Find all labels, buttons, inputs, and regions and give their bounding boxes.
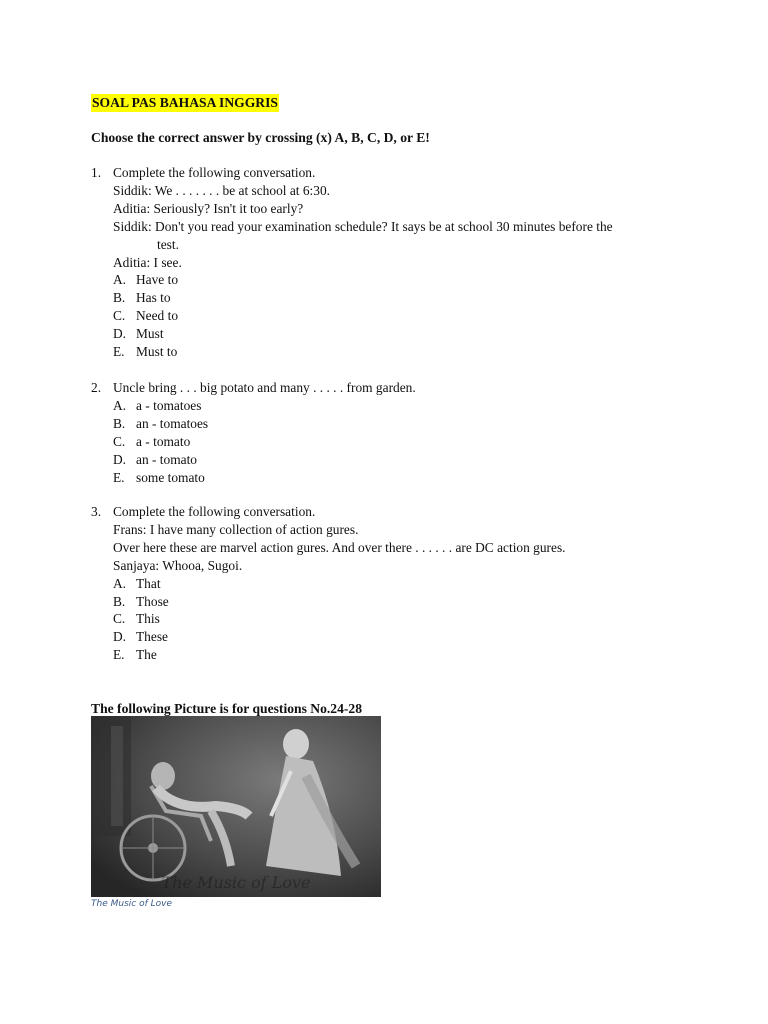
option-letter: E. <box>113 344 125 360</box>
option-text: Has to <box>136 290 171 306</box>
answer-option-a[interactable] <box>91 397 688 415</box>
answer-option-e[interactable] <box>91 646 688 664</box>
option-letter: E. <box>113 647 125 663</box>
dialogue-line: test. <box>157 236 179 252</box>
option-text: Must <box>136 326 164 342</box>
answer-option-b[interactable] <box>91 593 688 611</box>
option-text: These <box>136 629 168 645</box>
option-letter: B. <box>113 290 126 306</box>
photo-illustration <box>91 716 381 897</box>
option-letter: B. <box>113 415 126 431</box>
answer-option-c[interactable] <box>91 610 688 628</box>
answer-option-e[interactable] <box>91 343 688 361</box>
dialogue-line: Aditia: I see. <box>113 254 182 270</box>
option-letter: C. <box>113 433 126 449</box>
question-number: 3. <box>91 504 102 519</box>
answer-option-d[interactable] <box>91 451 688 469</box>
option-text: Have to <box>136 272 179 288</box>
question-2 <box>91 379 688 486</box>
answer-option-c[interactable] <box>91 307 688 325</box>
option-text: This <box>136 611 160 627</box>
dialogue-line: Siddik: Don't you read your examination schedule? It says be at school 30 minutes before the <box>113 218 613 234</box>
option-text: Need to <box>136 308 179 324</box>
answer-option-e[interactable] <box>91 469 688 487</box>
answer-option-b[interactable] <box>91 415 688 433</box>
option-text: a - tomato <box>136 433 191 449</box>
answer-option-a[interactable] <box>91 271 688 289</box>
option-letter: A. <box>113 397 127 413</box>
dialogue-line: Frans: I have many collection of action gures. <box>113 521 359 537</box>
dialogue-line: Over here these are marvel action gures. And over there . . . . . . are DC action gures. <box>113 539 566 555</box>
instruction: Choose the correct answer by crossing (x) A, B, C, D, or E! <box>91 130 430 145</box>
option-letter: D. <box>113 451 127 467</box>
music-of-love-picture <box>91 716 381 897</box>
answer-option-c[interactable] <box>91 433 688 451</box>
answer-option-a[interactable] <box>91 575 688 593</box>
option-text: a - tomatoes <box>136 397 202 413</box>
figure-overlay-text: The Music of Love <box>161 873 311 892</box>
option-text: some tomato <box>136 469 205 485</box>
option-letter: C. <box>113 308 126 324</box>
question-3 <box>91 503 688 664</box>
question-1 <box>91 164 688 361</box>
dialogue-line: Siddik: We . . . . . . . be at school at 6:30. <box>113 182 330 198</box>
question-number: 2. <box>91 380 102 395</box>
option-text: That <box>136 575 161 591</box>
answer-option-d[interactable] <box>91 325 688 343</box>
question-prompt: Complete the following conversation. <box>113 504 316 519</box>
picture-heading: The following Picture is for questions No.24-28 <box>91 701 362 716</box>
option-text: Must to <box>136 344 178 360</box>
dialogue-line: Sanjaya: Whooa, Sugoi. <box>113 557 243 573</box>
figure-caption: The Music of Love <box>91 899 172 909</box>
option-text: an - tomato <box>136 451 197 467</box>
option-letter: C. <box>113 611 126 627</box>
option-letter: D. <box>113 629 127 645</box>
page-title: SOAL PAS BAHASA INGGRIS <box>92 95 278 110</box>
option-letter: B. <box>113 593 126 609</box>
option-text: an - tomatoes <box>136 415 209 431</box>
option-letter: D. <box>113 326 127 342</box>
question-number: 1. <box>91 165 102 180</box>
option-letter: A. <box>113 575 127 591</box>
option-letter: A. <box>113 272 127 288</box>
option-text: Those <box>136 593 169 609</box>
dialogue-line: Aditia: Seriously? Isn't it too early? <box>113 200 304 216</box>
question-prompt: Complete the following conversation. <box>113 165 316 180</box>
answer-option-b[interactable] <box>91 289 688 307</box>
option-letter: E. <box>113 469 125 485</box>
question-prompt: Uncle bring . . . big potato and many . . . . . from garden. <box>113 380 416 395</box>
answer-option-d[interactable] <box>91 628 688 646</box>
option-text: The <box>136 647 157 663</box>
